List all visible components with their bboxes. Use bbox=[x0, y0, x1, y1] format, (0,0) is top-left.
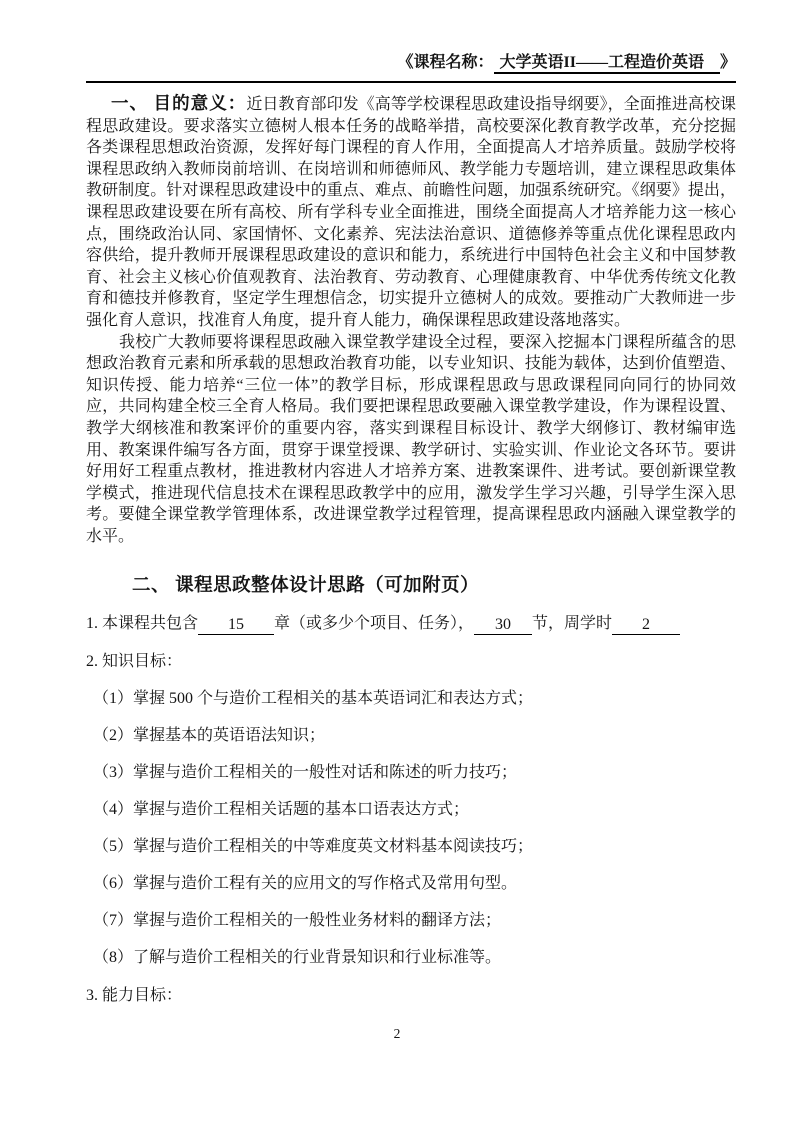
knowledge-goal-item: （5）掌握与造价工程相关的中等难度英文材料基本阅读技巧； bbox=[93, 838, 534, 856]
chapters-blank: 15 bbox=[198, 615, 274, 635]
knowledge-goal-item: （2）掌握基本的英语语法知识； bbox=[93, 727, 326, 745]
structure-text-3: 节，周学时 bbox=[532, 615, 613, 633]
structure-text-2: 章（或多少个项目、任务）， bbox=[274, 615, 475, 633]
ability-goals-label: 3. 能力目标： bbox=[86, 987, 183, 1005]
course-name-prefix: 《课程名称： bbox=[397, 54, 494, 71]
section1-heading: 一、 目的意义： bbox=[111, 93, 247, 113]
knowledge-goal-item: （3）掌握与造价工程相关的一般性对话和陈述的听力技巧； bbox=[93, 764, 518, 782]
knowledge-goal-item: （7）掌握与造价工程相关的一般性业务材料的翻译方法； bbox=[93, 912, 502, 930]
section1-paragraph-1-text: 近日教育部印发《高等学校课程思政建设指导纲要》，全面推进高校课程思政建设。要求落实立德树人根本任务的战略举措，高校要深化教育教学改革，充分挖掘各类课程思想政治资源，发挥好每门课程的育人作用，全面提高人才培养质量。鼓励学校将课程思政纳入教师岗前培训、在岗培训和师德师风、教学能力专题培训，建立课程思政集体教研制度。针对课程思政建设中的重点、难点、前瞻性问题，加强系统研究。《纲要》提出，课程思政建设要在所有高校、所有学科专业全面推进，围绕全面提高人才培养能力这一核心点，围绕政治认同、家国情怀、文化素养、宪法法治意识、道德修养等重点优化课程思政内容供给，提升教师开展课程思政建设的意识和能力，系统进行中国特色社会主义和中国梦教育、社会主义核心价值观教育、法治教育、劳动教育、心理健康教育、中华优秀传统文化教育和德技并修教育，坚定学生理想信念，切实提升立德树人的成效。要推动广大教师进一步强化育人意识，找准育人角度，提升育人能力，确保课程思政建设落地落实。 bbox=[86, 96, 736, 329]
course-name-suffix: 》 bbox=[719, 54, 736, 71]
section2-heading: 二、 课程思政整体设计思路（可加附页） bbox=[132, 576, 480, 597]
structure-text-1: 1. 本课程共包含 bbox=[86, 615, 199, 633]
knowledge-goal-item: （4）掌握与造价工程相关话题的基本口语表达方式； bbox=[93, 801, 470, 819]
knowledge-goal-item: （1）掌握 500 个与造价工程相关的基本英语词汇和表达方式； bbox=[93, 690, 534, 708]
page-number: 2 bbox=[393, 1026, 401, 1041]
weekly-hours-blank: 2 bbox=[612, 615, 680, 635]
section1-paragraph-2: 我校广大教师要将课程思政融入课堂教学建设全过程，要深入挖掘本门课程所蕴含的思想政治教育元素和所承载的思想政治教育功能，以专业知识、技能为载体，达到价值塑造、知识传授、能力培养“三位一体”的教学目标，形成课程思政与思政课程同向同行的协同效应，共同构建全校三全育人格局。我们要把课程思政要融入课堂教学建设，作为课程设置、教学大纲核准和教案评价的重要内容，落实到课程目标设计、教学大纲修订、教材编审选用、教案课件编写各方面，贯穿于课堂授课、教学研讨、实验实训、作业论文各环节。要讲好用好工程重点教材，推进教材内容进人才培养方案、进教案课件、进考试。要创新课堂教学模式，推进现代信息技术在课程思政教学中的应用，激发学生学习兴趣，引导学生深入思考。要健全课堂教学管理体系，改进课堂教学过程管理，提高课程思政内涵融入课堂教学的水平。 bbox=[86, 333, 736, 545]
course-structure-line bbox=[86, 613, 736, 635]
knowledge-goal-item: （8）了解与造价工程相关的行业背景知识和行业标准等。 bbox=[93, 949, 502, 967]
knowledge-goals-label: 2. 知识目标： bbox=[86, 653, 183, 671]
sections-blank: 30 bbox=[474, 615, 532, 635]
section1-paragraph-1 bbox=[86, 93, 736, 332]
page-content bbox=[86, 0, 736, 1007]
page-header bbox=[86, 0, 736, 83]
course-name: 大学英语II——工程造价英语 bbox=[494, 54, 720, 74]
knowledge-goal-item: （6）掌握与造价工程有关的应用文的写作格式及常用句型。 bbox=[93, 875, 518, 893]
